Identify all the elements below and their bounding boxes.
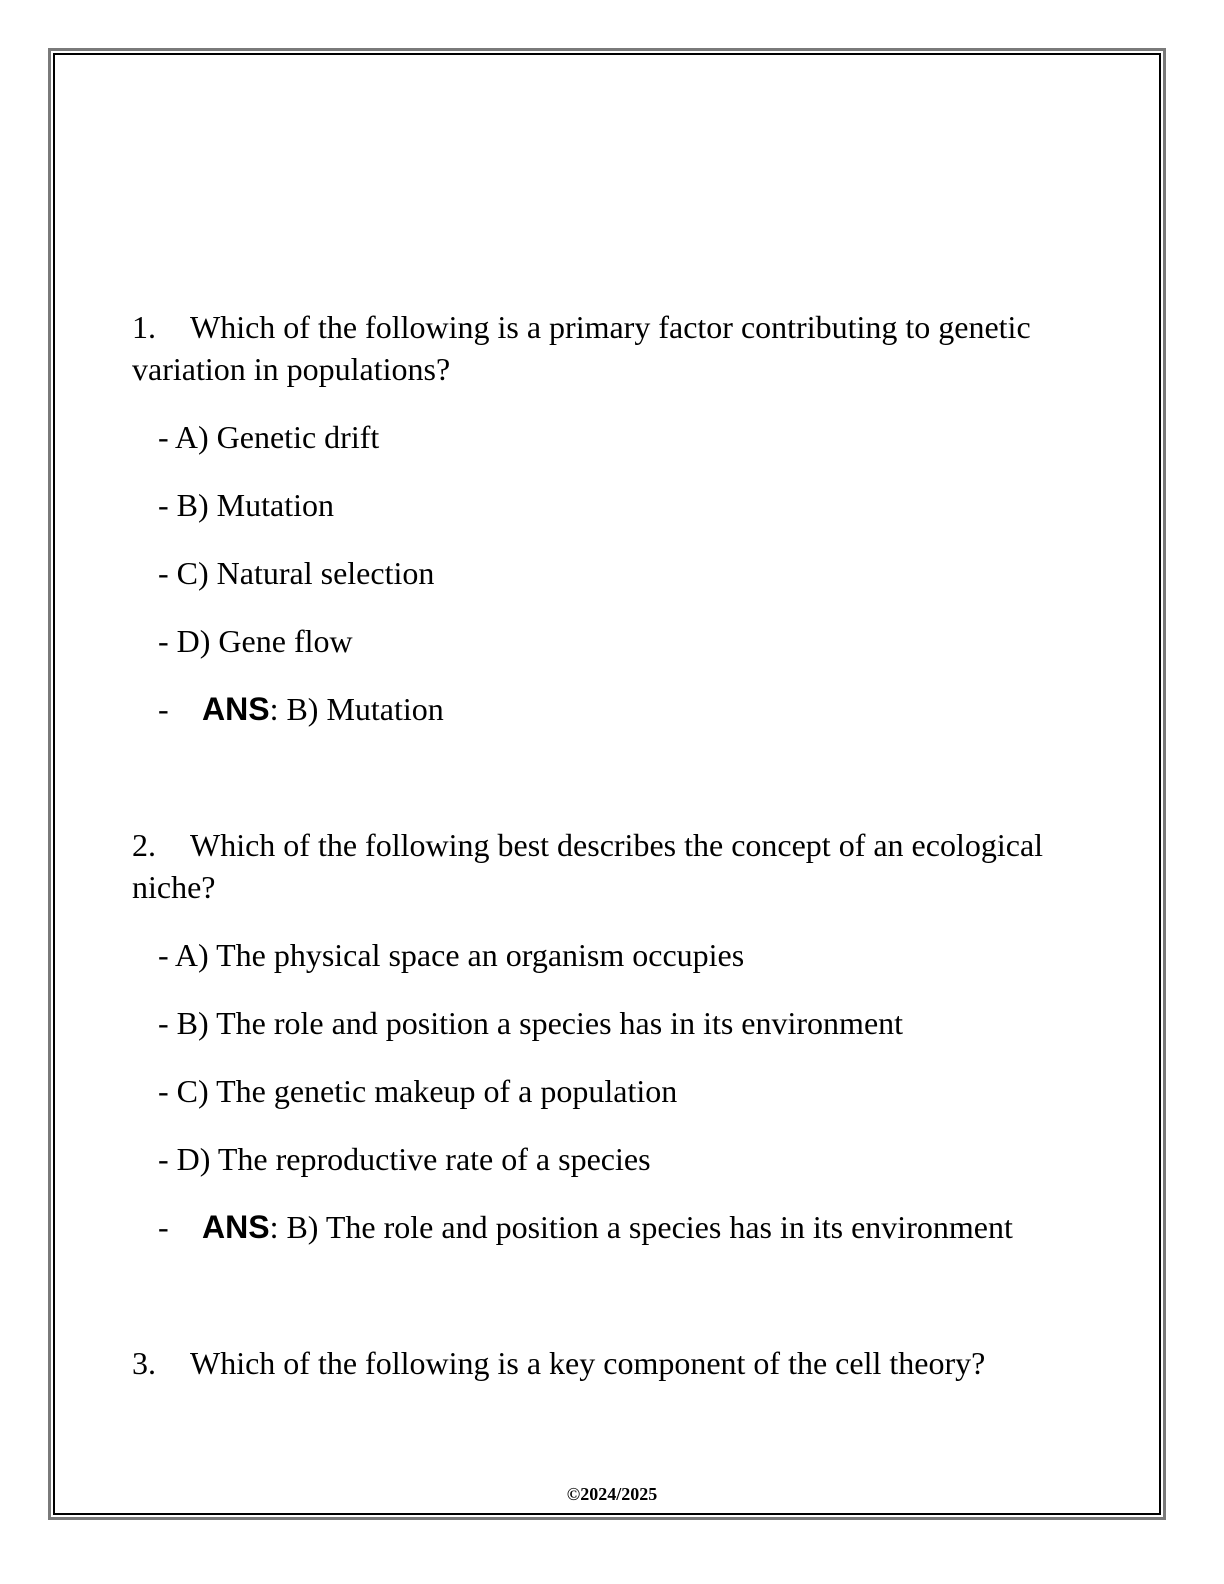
question-text: 1. Which of the following is a primary factor contributing to genetic variation in populations? — [132, 309, 1031, 387]
option-b: - B) The role and position a species has in its environment — [158, 1005, 904, 1041]
answer-line: - ANS: B) Mutation — [158, 691, 444, 727]
answer-text: : B) Mutation — [269, 691, 444, 727]
answer-label: ANS — [202, 1209, 270, 1245]
option-d: - D) The reproductive rate of a species — [158, 1141, 651, 1177]
question-block-2 — [132, 824, 1092, 1248]
answer-text: : B) The role and position a species has in its environment — [269, 1209, 1013, 1245]
answer-label: ANS — [202, 691, 270, 727]
answer-line: - ANS: B) The role and position a species has in its environment — [158, 1209, 1013, 1245]
option-c: - C) The genetic makeup of a population — [158, 1073, 678, 1109]
option-c: - C) Natural selection — [158, 555, 435, 591]
option-a: - A) The physical space an organism occupies — [158, 937, 745, 973]
question-block-1 — [132, 306, 1092, 730]
option-a: - A) Genetic drift — [158, 419, 380, 455]
question-text: 3. Which of the following is a key component of the cell theory? — [132, 1345, 986, 1381]
question-text: 2. Which of the following best describes the concept of an ecological niche? — [132, 827, 1044, 905]
spacer — [132, 1248, 1092, 1342]
option-b: - B) Mutation — [158, 487, 334, 523]
question-block-3 — [132, 1342, 1092, 1384]
spacer — [132, 730, 1092, 824]
question-list — [132, 306, 1092, 1410]
option-d: - D) Gene flow — [158, 623, 353, 659]
copyright-footer: ©2024/2025 — [566, 1484, 658, 1504]
